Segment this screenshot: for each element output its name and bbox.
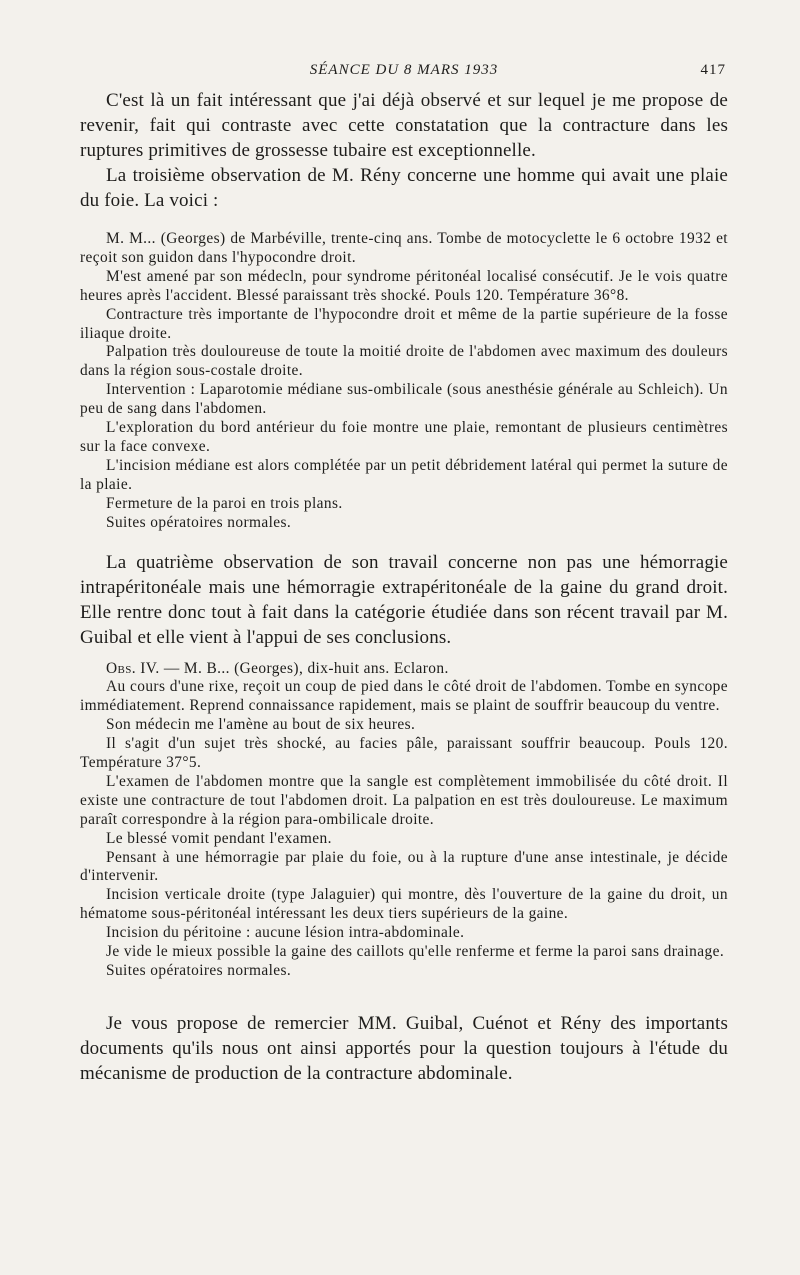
observation-paragraph: Incision verticale droite (type Jalaguier) qui montre, dès l'ouverture de la gaine du droit, un hématome sous-péritonéal intéressant les deux tiers supérieurs de la gaine. xyxy=(80,886,728,923)
observation-label: Obs. IV. xyxy=(106,659,160,677)
observation-paragraph: Contracture très importante de l'hypocondre droit et même de la partie supérieure de la fosse iliaque droite. xyxy=(80,305,728,342)
observation-paragraph: Fermeture de la paroi en trois plans. xyxy=(106,494,343,512)
running-head: SÉANCE DU 8 MARS 1933 xyxy=(309,62,499,78)
observation-paragraph: Son médecin me l'amène au bout de six heures. xyxy=(106,716,416,734)
observation-paragraph: Pensant à une hémorragie par plaie du foie, ou à la rupture d'une anse intestinale, je décide d'intervenir. xyxy=(80,848,728,885)
observation-paragraph: Le blessé vomit pendant l'examen. xyxy=(106,829,332,847)
observation-paragraph: Au cours d'une rixe, reçoit un coup de pied dans le côté droit de l'abdomen. Tombe en syncope immédiatement. Reprend connaissance rapidement, mais se plaint de souffrir beaucoup du ventre. xyxy=(80,678,728,715)
observation-paragraph: Suites opératoires normales. xyxy=(106,962,292,979)
observation-paragraph: Palpation très douloureuse de toute la moitié droite de l'abdomen avec maximum des douleurs dans la région sous-costale droite. xyxy=(80,343,728,380)
observation-heading-text: — M. B... (Georges), dix-huit ans. Eclaron. xyxy=(159,659,449,677)
page xyxy=(80,58,728,1086)
paragraph: La quatrième observation de son travail concerne non pas une hémorragie intrapéritonéale mais une hémorragie extrapéritonéale de la gaine du grand droit. Elle rentre donc tout à fait dans la catégorie étudiée dans son récent travail par M. Guibal et elle vient à l'appui de ses conclusions. xyxy=(80,551,728,648)
paragraph: C'est là un fait intéressant que j'ai déjà observé et sur lequel je me propose de revenir, fait qui contraste avec cette constatation que la contracture dans les ruptures primitives de grossesse tubaire est exceptionnelle. xyxy=(80,90,728,161)
observation-paragraph: M'est amené par son médecln, pour syndrome péritonéal localisé consécutif. Je le vois quatre heures après l'accident. Blessé paraissant très shocké. Pouls 120. Température 36°8. xyxy=(80,267,728,304)
observation-4 xyxy=(80,660,728,981)
closing-paragraph: Je vous propose de remercier MM. Guibal, Cuénot et Rény des importants documents qu'ils nous ont ainsi apportés pour la question toujours à l'étude du mécanisme de production de la contracture abdominale. xyxy=(80,1012,728,1084)
intro-section xyxy=(80,88,728,213)
observation-paragraph: Suites opératoires normales. xyxy=(106,513,292,531)
observation-paragraph: Incision du péritoine : aucune lésion intra-abdominale. xyxy=(106,924,465,942)
observation-paragraph: Il s'agit d'un sujet très shocké, au facies pâle, paraissant souffrir beaucoup. Pouls 120. Température 37°5. xyxy=(80,735,728,772)
paragraph: La troisième observation de M. Rény concerne une homme qui avait une plaie du foie. La voici : xyxy=(80,165,728,211)
observation-paragraph: Je vide le mieux possible la gaine des caillots qu'elle renferme et ferme la paroi sans drainage. xyxy=(106,943,725,961)
observation-paragraph: M. M... (Georges) de Marbéville, trente-cinq ans. Tombe de motocyclette le 6 octobre 1932 et reçoit son guidon dans l'hypocondre droit. xyxy=(80,230,728,266)
observation-3 xyxy=(80,230,728,533)
observation-paragraph: Intervention : Laparotomie médiane sus-ombilicale (sous anesthésie générale au Schleich). Un peu de sang dans l'abdomen. xyxy=(80,381,728,418)
page-header xyxy=(80,58,728,88)
page-number: 417 xyxy=(700,62,726,78)
observation-paragraph: L'incision médiane est alors complétée par un petit débridement latéral qui permet la suture de la plaie. xyxy=(80,456,728,493)
observation-paragraph: L'examen de l'abdomen montre que la sangle est complètement immobilisée du côté droit. Il existe une contracture de tout l'abdomen droit. La palpation en est très douloureuse. Le maximum paraît correspondre à la région para-ombilicale droite. xyxy=(80,772,728,828)
observation-paragraph: L'exploration du bord antérieur du foie montre une plaie, remontant de plusieurs centimètres sur la face convexe. xyxy=(80,419,728,455)
observation-heading xyxy=(80,660,728,679)
